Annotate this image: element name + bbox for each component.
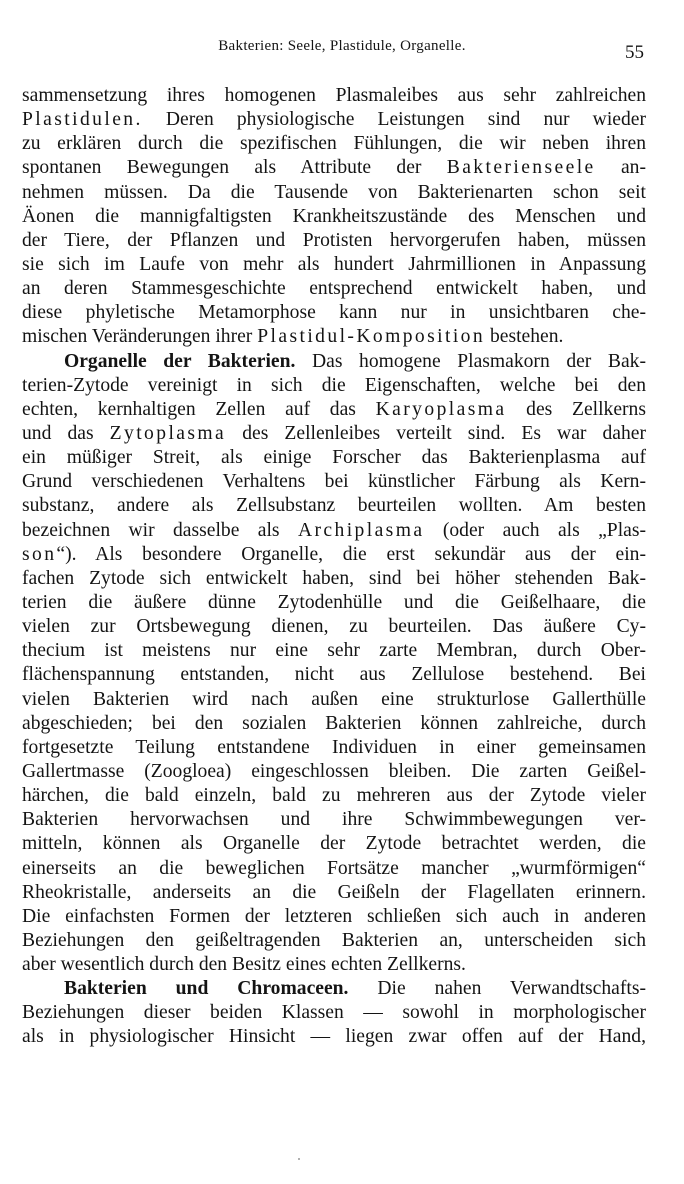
text-run: vielen zur Ortsbewegung dienen, zu beurteilen. Das äußere Cy- <box>22 616 646 638</box>
text-run: Beziehungen dieser beiden Klassen — sowohl in morphologischer <box>22 1002 646 1024</box>
text-line <box>22 712 646 736</box>
text-run: sie sich im Laufe von mehr als hundert Jahrmillionen in Anpassung <box>22 253 646 275</box>
text-line <box>22 325 646 349</box>
text-run: Deren physiologische Leistungen sind nur wieder <box>142 109 646 131</box>
text-run: als in physiologischer Hinsicht — liegen zwar offen auf der Hand, <box>22 1026 646 1048</box>
text-line <box>22 857 646 881</box>
text-line <box>22 277 646 301</box>
emphasized-term: son <box>22 543 57 565</box>
text-line <box>22 374 646 398</box>
text-run: vielen Bakterien wird nach außen eine strukturlose Gallerthülle <box>22 688 646 710</box>
text-line <box>22 905 646 929</box>
emphasized-term: Plastidul-Komposition <box>257 326 486 348</box>
page-number: 55 <box>625 42 644 63</box>
text-run: abgeschieden; bei den sozialen Bakterien können zahlreiche, durch <box>22 712 646 734</box>
text-line <box>22 398 646 422</box>
text-line <box>22 663 646 687</box>
text-run: bezeichnen wir dasselbe als <box>22 519 298 541</box>
text-line <box>22 229 646 253</box>
section-heading: Bakterien und Chromaceen. <box>64 978 349 1000</box>
text-line <box>22 639 646 663</box>
emphasized-term: Karyoplasma <box>375 398 507 420</box>
text-run: Bakterien hervorwachsen und ihre Schwimmbewegungen ver- <box>22 809 646 831</box>
text-line <box>22 446 646 470</box>
text-run: substanz, andere als Zellsubstanz beurteilen wollten. Am besten <box>22 495 646 517</box>
text-run: härchen, die bald einzeln, bald zu mehreren aus der Zytode vieler <box>22 785 646 807</box>
text-run: spontanen Bewegungen als Attribute der <box>22 157 447 179</box>
text-run: des Zellenleibes verteilt sind. Es war daher <box>226 422 646 444</box>
text-run: terien die äußere dünne Zytodenhülle und die Geißelhaare, die <box>22 591 646 613</box>
text-line <box>22 832 646 856</box>
text-run: Das homogene Plasmakorn der Bak- <box>295 350 646 372</box>
text-run: Die einfachsten Formen der letzteren schließen sich auch in anderen <box>22 905 646 927</box>
text-run: des Zellkerns <box>506 398 646 420</box>
text-run: einerseits an die beweglichen Fortsätze mancher „wurmförmigen“ <box>22 857 646 879</box>
text-run: mitteln, können als Organelle der Zytode betrachtet werden, die <box>22 833 646 855</box>
text-run: zu erklären durch die spezifischen Fühlungen, die wir neben ihren <box>22 133 646 155</box>
text-line <box>22 132 646 156</box>
text-line <box>22 784 646 808</box>
text-run: fachen Zytode sich entwickelt haben, sind bei höher stehenden Bak- <box>22 567 646 589</box>
text-line <box>22 108 646 132</box>
text-line <box>22 1001 646 1025</box>
text-run: bestehen. <box>485 326 564 348</box>
text-run: Äonen die mannigfaltigsten Krankheitszustände des Menschen und <box>22 205 646 227</box>
text-run: an- <box>595 157 646 179</box>
text-run: diese phyletische Metamorphose kann nur in unsichtbaren che- <box>22 302 646 324</box>
text-line <box>22 929 646 953</box>
text-run: flächenspannung entstanden, nicht aus Zellulose bestehend. Bei <box>22 664 646 686</box>
text-run: (oder auch als „Plas- <box>424 519 646 541</box>
text-line <box>22 470 646 494</box>
text-line <box>22 422 646 446</box>
text-run: an deren Stammesgeschichte entsprechend entwickelt haben, und <box>22 278 646 300</box>
text-run: fortgesetzte Teilung entstandene Individuen in einer gemeinsamen <box>22 736 646 758</box>
text-line <box>22 1025 646 1049</box>
text-line <box>22 253 646 277</box>
text-run: Beziehungen den geißeltragenden Bakterien an, unterscheiden sich <box>22 929 646 951</box>
print-speck <box>298 1158 300 1160</box>
text-run: aber wesentlich durch den Besitz eines echten Zellkerns. <box>22 954 466 976</box>
text-run: Gallertmasse (Zoogloea) eingeschlossen bleiben. Die zarten Geißel- <box>22 760 646 782</box>
text-line <box>22 543 646 567</box>
text-run: und das <box>22 422 110 444</box>
text-line <box>22 977 646 1001</box>
text-run: nehmen müssen. Da die Tausende von Bakterienarten schon seit <box>22 181 646 203</box>
text-line <box>22 494 646 518</box>
text-line <box>22 688 646 712</box>
text-line <box>22 591 646 615</box>
text-run: sammensetzung ihres homogenen Plasmaleibes aus sehr zahlreichen <box>22 85 646 106</box>
emphasized-term: Zytoplasma <box>109 422 227 444</box>
text-run: thecium ist meistens nur eine sehr zarte Membran, durch Ober- <box>22 640 646 662</box>
text-line <box>22 301 646 325</box>
text-line <box>22 808 646 832</box>
text-run: mischen Veränderungen ihrer <box>22 326 258 348</box>
running-head: Bakterien: Seele, Plastidule, Organelle. <box>218 38 466 54</box>
text-line <box>22 615 646 639</box>
page-header <box>0 38 684 68</box>
text-run: der Tiere, der Pflanzen und Protisten hervorgerufen haben, müssen <box>22 229 646 251</box>
text-line <box>22 519 646 543</box>
text-line <box>22 350 646 374</box>
text-run: Rheokristalle, anderseits an die Geißeln der Flagellaten erinnern. <box>22 881 646 903</box>
text-line <box>22 205 646 229</box>
text-line <box>22 84 646 108</box>
text-run: ein müßiger Streit, als einige Forscher das Bakterienplasma auf <box>22 447 646 469</box>
section-heading: Organelle der Bakterien. <box>64 350 296 372</box>
emphasized-term: Bakterienseele <box>446 157 596 179</box>
text-line <box>22 736 646 760</box>
text-line <box>22 156 646 180</box>
text-line <box>22 881 646 905</box>
text-run: “). Als besondere Organelle, die erst sekundär aus der ein- <box>56 543 646 565</box>
text-run: echten, kernhaltigen Zellen auf das <box>22 398 376 420</box>
text-run: Grund verschiedenen Verhaltens bei künstlicher Färbung als Kern- <box>22 471 646 493</box>
text-run: Die nahen Verwandtschafts- <box>348 978 646 1000</box>
text-line <box>22 181 646 205</box>
text-run: terien-Zytode vereinigt in sich die Eigenschaften, welche bei den <box>22 374 646 396</box>
text-line <box>22 953 646 977</box>
text-line <box>22 760 646 784</box>
body-text <box>22 84 646 1050</box>
emphasized-term: Plastidulen. <box>22 109 143 131</box>
text-line <box>22 567 646 591</box>
emphasized-term: Archiplasma <box>297 519 425 541</box>
